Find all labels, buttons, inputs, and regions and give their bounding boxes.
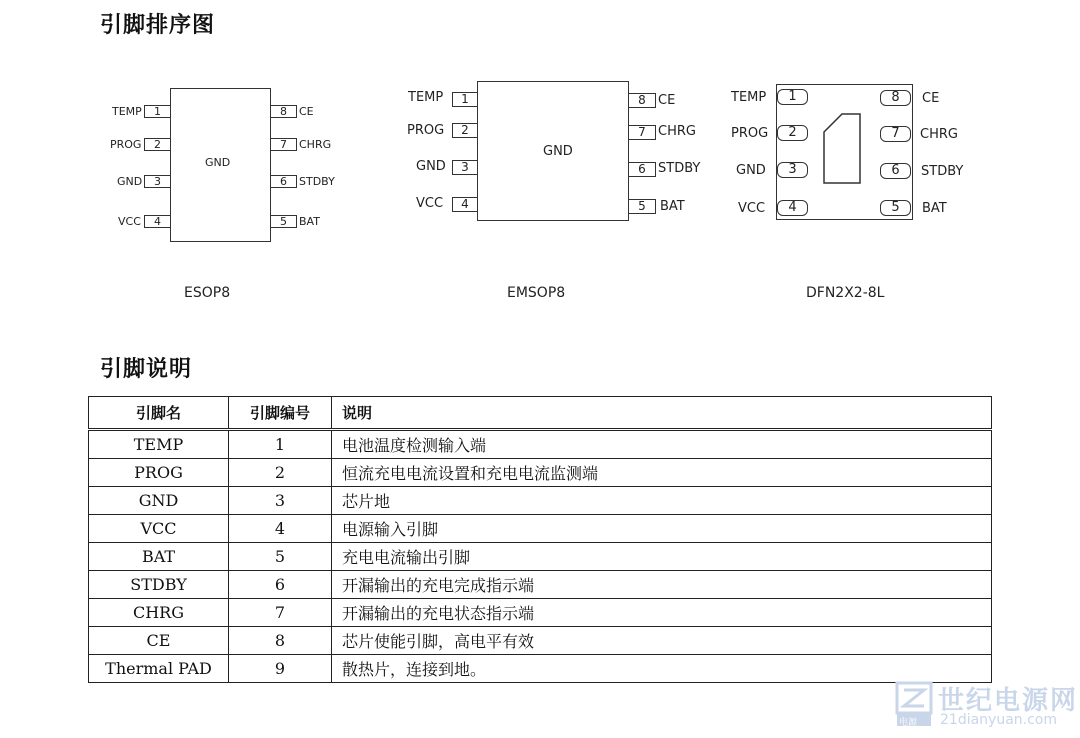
pin-number-cell: 6 [229, 571, 332, 599]
header-pin-number: 引脚编号 [229, 397, 332, 430]
pin-desc-cell: 开漏输出的充电完成指示端 [332, 571, 992, 599]
esop8-pin-name: CHRG [299, 138, 332, 151]
emsop8-pin-number: 6 [628, 162, 656, 177]
pin-number-cell: 3 [229, 487, 332, 515]
emsop8-pin-number: 7 [628, 125, 656, 140]
pin-desc-cell: 芯片地 [332, 487, 992, 515]
header-pin-name: 引脚名 [89, 397, 229, 430]
emsop8-pin-name: TEMP [408, 90, 444, 105]
esop8-pin-number: 8 [270, 105, 297, 118]
esop8-pin-name: TEMP [112, 105, 142, 118]
emsop8-pin-number: 1 [452, 92, 478, 107]
pin-name-cell: GND [89, 487, 229, 515]
dfn-pin-number: 5 [880, 200, 911, 216]
esop8-pin-name: GND [117, 175, 143, 188]
dfn-pin-name: CE [922, 91, 940, 106]
dfn-pin-number: 6 [880, 163, 911, 179]
pin-name-cell: STDBY [89, 571, 229, 599]
pin-name-cell: BAT [89, 543, 229, 571]
pin-number-cell: 5 [229, 543, 332, 571]
pin-desc-cell: 充电电流输出引脚 [332, 543, 992, 571]
esop8-label: ESOP8 [184, 285, 231, 301]
watermark-title: 世纪电源网 [938, 686, 1079, 716]
pin-desc-cell: 电池温度检测输入端 [332, 430, 992, 459]
description-heading: 引脚说明 [100, 357, 193, 382]
emsop8-label: EMSOP8 [507, 285, 566, 301]
dfn-pin-number: 7 [880, 126, 911, 142]
emsop8-pin-name: GND [416, 159, 446, 174]
emsop8-pin-name: STDBY [658, 161, 701, 176]
emsop8-pin-number: 4 [452, 197, 478, 212]
esop8-pin-name: BAT [299, 215, 320, 228]
esop8-pin-name: VCC [118, 215, 141, 228]
dfn-pin-name: VCC [738, 201, 766, 216]
dfn-pin-name: STDBY [921, 164, 964, 179]
pin-name-cell: Thermal PAD [89, 655, 229, 683]
dfn-pin-name: BAT [922, 201, 947, 216]
emsop8-pin-number: 5 [628, 199, 656, 214]
dfn-pin-number: 3 [777, 162, 808, 178]
table-row [89, 655, 992, 683]
pin-desc-cell: 电源输入引脚 [332, 515, 992, 543]
table-row [89, 430, 992, 459]
table-row [89, 487, 992, 515]
dfn-pin-name: GND [736, 163, 766, 178]
emsop8-pin-name: PROG [407, 123, 445, 138]
dfn-pin-number: 1 [777, 89, 808, 105]
emsop8-pin-name: CHRG [658, 124, 696, 139]
emsop8-pin-name: VCC [416, 196, 444, 211]
dfn-pin-name: TEMP [731, 90, 767, 105]
esop8-pin-number: 4 [144, 215, 171, 228]
esop8-pin-number: 2 [144, 138, 171, 151]
pin-desc-cell: 恒流充电电流设置和充电电流监测端 [332, 459, 992, 487]
emsop8-pin-number: 3 [452, 160, 478, 175]
table-header-row [89, 397, 992, 430]
emsop8-pin-number: 2 [452, 123, 478, 138]
pin-number-cell: 4 [229, 515, 332, 543]
emsop8-pin-name: BAT [660, 199, 685, 214]
dfn-label: DFN2X2-8L [806, 285, 885, 301]
header-description: 说明 [332, 397, 992, 430]
esop8-pin-number: 7 [270, 138, 297, 151]
esop8-pin-name: PROG [110, 138, 142, 151]
table-row [89, 571, 992, 599]
table-row [89, 459, 992, 487]
pin-description-table [88, 396, 992, 683]
pin-number-cell: 8 [229, 627, 332, 655]
pin-name-cell: TEMP [89, 430, 229, 459]
esop8-pin-number: 1 [144, 105, 171, 118]
pin-desc-cell: 芯片使能引脚，高电平有效 [332, 627, 992, 655]
esop8-pin-number: 6 [270, 175, 297, 188]
esop8-pin-name: CE [299, 105, 314, 118]
pin-number-cell: 9 [229, 655, 332, 683]
pin-number-cell: 7 [229, 599, 332, 627]
emsop8-pin-name: CE [658, 93, 676, 108]
watermark-url: 21dianyuan.com [940, 712, 1058, 728]
table-row [89, 515, 992, 543]
pinout-heading: 引脚排序图 [100, 13, 216, 38]
pin-name-cell: PROG [89, 459, 229, 487]
dfn-pin-number: 4 [777, 200, 808, 216]
esop8-pin-number: 3 [144, 175, 171, 188]
table-row [89, 627, 992, 655]
pin-name-cell: VCC [89, 515, 229, 543]
esop8-body-label: GND [205, 156, 231, 169]
dfn-pin-number: 2 [777, 125, 808, 141]
emsop8-pin-number: 8 [628, 93, 656, 108]
pin-name-cell: CE [89, 627, 229, 655]
pin-number-cell: 2 [229, 459, 332, 487]
emsop8-body-label: GND [543, 144, 573, 159]
pin-desc-cell: 开漏输出的充电状态指示端 [332, 599, 992, 627]
pin-name-cell: CHRG [89, 599, 229, 627]
watermark-badge: 电源 [899, 718, 918, 728]
dfn-pin-number: 8 [880, 90, 911, 106]
table-row [89, 543, 992, 571]
pin-desc-cell: 散热片，连接到地。 [332, 655, 992, 683]
pin-number-cell: 1 [229, 430, 332, 459]
dfn-pin-name: CHRG [920, 127, 958, 142]
esop8-pin-number: 5 [270, 215, 297, 228]
table-row [89, 599, 992, 627]
dfn-pin-name: PROG [731, 126, 769, 141]
esop8-pin-name: STDBY [299, 175, 335, 188]
dfn-thermal-pad [820, 112, 864, 186]
